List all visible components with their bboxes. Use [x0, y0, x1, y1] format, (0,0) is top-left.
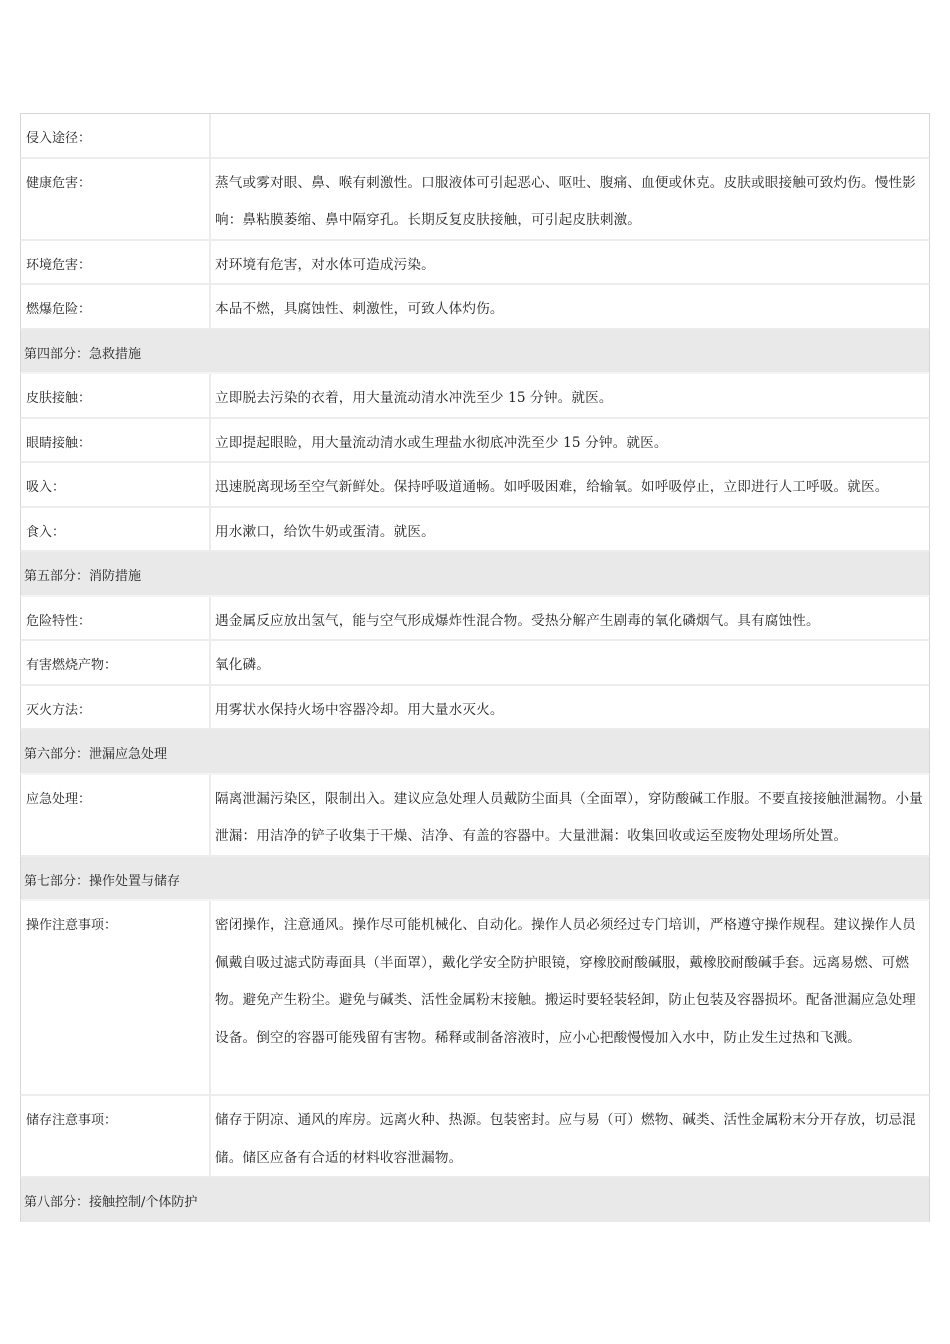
field-value: 本品不燃，具腐蚀性、刺激性，可致人体灼伤。	[215, 301, 504, 317]
field-label: 健康危害：	[21, 159, 211, 239]
table-row	[20, 374, 930, 419]
section-header: 第六部分：泄漏应急处理	[20, 730, 930, 775]
field-value: 立即提起眼睑，用大量流动清水或生理盐水彻底冲洗至少 15 分钟。就医。	[215, 434, 668, 451]
field-value: 储存于阴凉、通风的库房。远离火种、热源。包装密封。应与易（可）燃物、碱类、活性金属粉末分开存放，切忌混储。储区应备有合适的材料收容泄漏物。	[215, 1112, 916, 1166]
section-header: 第七部分：操作处置与储存	[20, 857, 930, 902]
field-value: 迅速脱离现场至空气新鲜处。保持呼吸道通畅。如呼吸困难，给输氧。如呼吸停止，立即进行人工呼吸。就医。	[215, 479, 889, 495]
field-label: 有害燃烧产物：	[21, 641, 211, 684]
field-label: 食入：	[21, 508, 211, 551]
section-header: 第八部分：接触控制/个体防护	[20, 1178, 930, 1222]
field-value: 对环境有危害，对水体可造成污染。	[215, 256, 435, 273]
field-label: 吸入：	[21, 463, 211, 506]
table-row	[20, 419, 930, 464]
table-row	[20, 508, 930, 553]
field-value: 隔离泄漏污染区，限制出入。建议应急处理人员戴防尘面具（全面罩），穿防酸碱工作服。不要直接接触泄漏物。小量泄漏：用洁净的铲子收集于干燥、洁净、有盖的容器中。大量泄漏：收集回收或运至废物处理场所处置。	[215, 790, 923, 844]
field-label: 燃爆危险：	[21, 285, 211, 328]
field-value: 遇金属反应放出氢气，能与空气形成爆炸性混合物。受热分解产生剧毒的氧化磷烟气。具有腐蚀性。	[215, 612, 820, 629]
field-label: 危险特性：	[21, 597, 211, 640]
field-label: 环境危害：	[21, 241, 211, 284]
table-row	[20, 686, 930, 731]
table-row	[20, 1096, 930, 1178]
table-row	[20, 901, 930, 1096]
field-value: 用雾状水保持火场中容器冷却。用大量水灭火。	[215, 701, 504, 718]
field-value: 蒸气或雾对眼、鼻、喉有刺激性。口服液体可引起恶心、呕吐、腹痛、血便或休克。皮肤或眼接触可致灼伤。慢性影响：鼻粘膜萎缩、鼻中隔穿孔。长期反复皮肤接触，可引起皮肤刺激。	[215, 174, 916, 228]
table-row	[20, 597, 930, 642]
field-value: 立即脱去污染的衣着，用大量流动清水冲洗至少 15 分钟。就医。	[215, 390, 613, 406]
field-label: 应急处理：	[21, 775, 211, 855]
field-label: 操作注意事项：	[21, 901, 211, 1094]
table-row	[20, 463, 930, 508]
table-row	[20, 641, 930, 686]
field-value: 氧化磷。	[215, 657, 270, 673]
section-header: 第五部分：消防措施	[20, 552, 930, 597]
field-value: 密闭操作，注意通风。操作尽可能机械化、自动化。操作人员必须经过专门培训，严格遵守操作规程。建议操作人员佩戴自吸过滤式防毒面具（半面罩），戴化学安全防护眼镜，穿橡胶耐酸碱服，戴橡胶耐酸碱手套。远离易燃、可燃物。避免产生粉尘。避免与碱类、活性金属粉末接触。搬运时要轻装轻卸，防止包装及容器损坏。配备泄漏应急处理设备。倒空的容器可能残留有害物。稀释或制备溶液时，应小心把酸慢慢加入水中，防止发生过热和飞溅。	[215, 917, 916, 1046]
table-row	[20, 114, 930, 159]
field-value: 用水漱口，给饮牛奶或蛋清。就医。	[215, 523, 435, 540]
table-row	[20, 285, 930, 330]
field-label: 皮肤接触：	[21, 374, 211, 417]
section-header: 第四部分：急救措施	[20, 330, 930, 375]
msds-table	[20, 113, 930, 1222]
table-row	[20, 241, 930, 286]
field-label: 灭火方法：	[21, 686, 211, 729]
field-label: 侵入途径：	[21, 114, 211, 157]
field-label: 储存注意事项：	[21, 1096, 211, 1176]
field-value	[211, 114, 929, 157]
table-row	[20, 775, 930, 857]
table-row	[20, 159, 930, 241]
field-label: 眼睛接触：	[21, 419, 211, 462]
